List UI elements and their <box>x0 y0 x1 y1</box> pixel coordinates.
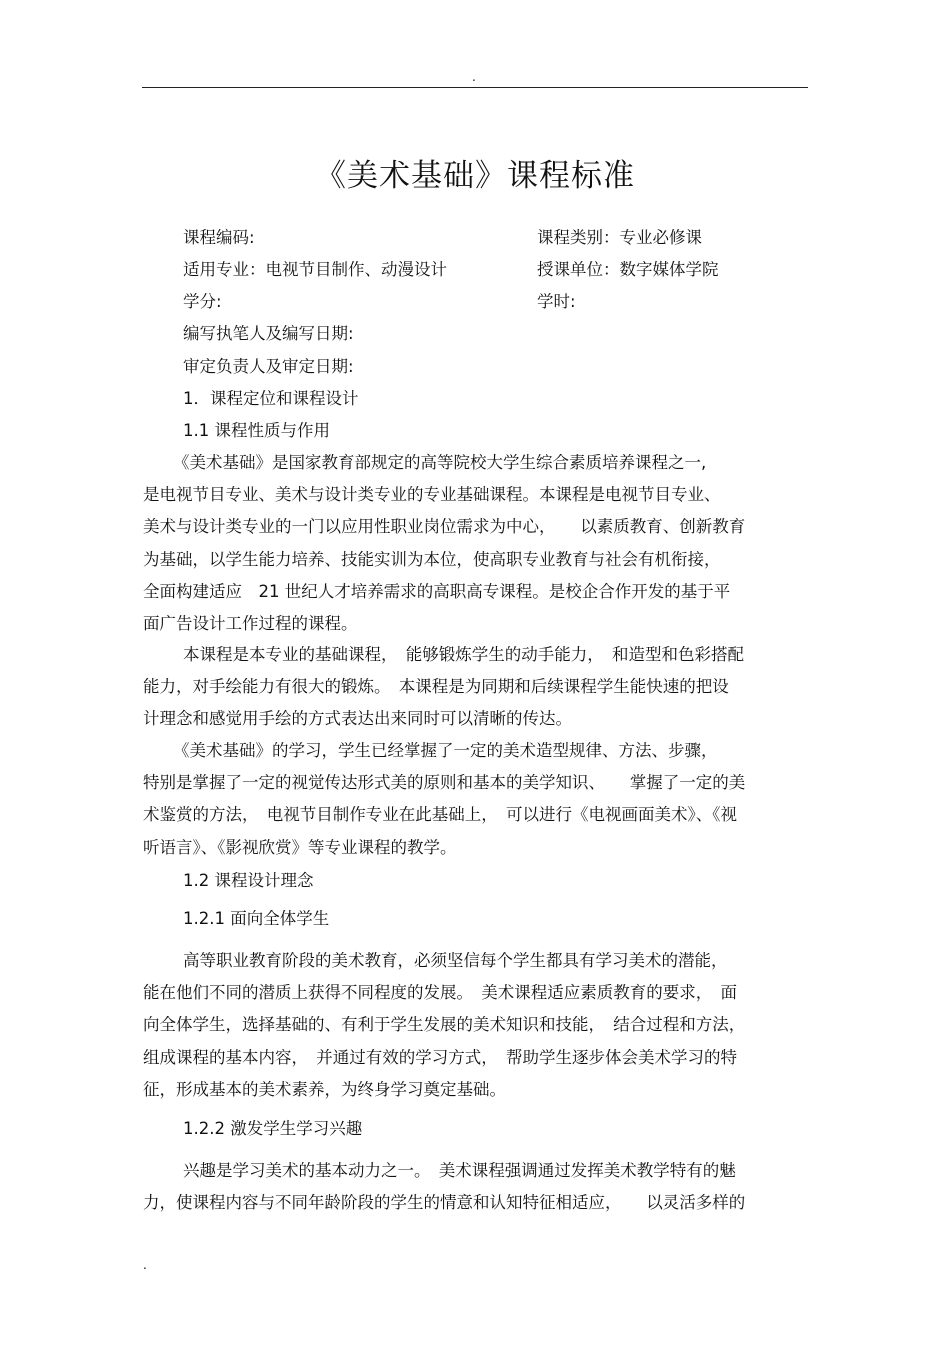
header-rule <box>142 87 808 88</box>
paragraph-learning-basis <box>143 735 808 864</box>
paragraph-line: 兴趣是学习美术的基本动力之一。 美术课程强调通过发挥美术教学特有的魅 <box>183 1161 736 1180</box>
paragraph-line: 面广告设计工作过程的课程。 <box>143 614 358 634</box>
paragraph-interest <box>143 1155 808 1219</box>
teaching-unit: 授课单位：数字媒体学院 <box>537 260 719 279</box>
paragraph-line: 本课程是本专业的基础课程， 能够锻炼学生的动手能力， 和造型和色彩搭配 <box>183 645 744 664</box>
course-code: 课程编码: <box>183 228 255 247</box>
paragraph-line: 力，使课程内容与不同年龄阶段的学生的情意和认知特征相适应， 以灵活多样的 <box>143 1193 746 1213</box>
writer-and-date: 编写执笔人及编写日期: <box>183 324 354 343</box>
paragraph-line: 美术与设计类专业的一门以应用性职业岗位需求为中心， 以素质教育、创新教育 <box>143 517 746 537</box>
paragraph-line: 为基础，以学生能力培养、技能实训为本位，使高职专业教育与社会有机衔接， <box>143 549 721 569</box>
section-1-2-1-heading: 1.2.1 面向全体学生 <box>183 909 330 928</box>
page-title: 《美术基础》课程标准 <box>315 158 635 194</box>
credits: 学分: <box>183 292 222 311</box>
paragraph-line: 全面构建适应 21 世纪人才培养需求的高职高专课程。是校企合作开发的基于平 <box>143 581 731 601</box>
paragraph-line: 组成课程的基本内容， 并通过有效的学习方式， 帮助学生逐步体会美术学习的特 <box>143 1047 737 1067</box>
section-1-2-2-heading: 1.2.2 激发学生学习兴趣 <box>183 1119 363 1138</box>
paragraph-line: 征，形成基本的美术素养，为终身学习奠定基础。 <box>143 1079 506 1099</box>
class-hours: 学时: <box>537 292 576 311</box>
paragraph-course-nature <box>143 447 808 640</box>
paragraph-line: 能在他们不同的潜质上获得不同程度的发展。 美术课程适应素质教育的要求， 面 <box>143 983 737 1003</box>
paragraph-all-students <box>143 945 808 1106</box>
paragraph-line: 向全体学生，选择基础的、有利于学生发展的美术知识和技能， 结合过程和方法， <box>143 1015 746 1035</box>
paragraph-line: 计理念和感觉用手绘的方式表达出来同时可以清晰的传达。 <box>143 709 572 729</box>
header-dot: . <box>472 70 476 84</box>
reviewer-and-date: 审定负责人及审定日期: <box>183 357 354 376</box>
paragraph-line: 是电视节目专业、美术与设计类专业的专业基础课程。本课程是电视节目专业、 <box>143 485 721 505</box>
section-1-1-heading: 1.1 课程性质与作用 <box>183 421 330 440</box>
paragraph-course-role <box>143 639 808 736</box>
section-1-heading: 1．课程定位和课程设计 <box>183 389 359 408</box>
paragraph-line: 听语言》、《影视欣赏》等专业课程的教学。 <box>143 837 457 857</box>
paragraph-line: 高等职业教育阶段的美术教育，必须坚信每个学生都具有学习美术的潜能， <box>183 951 728 970</box>
paragraph-line: 特别是掌握了一定的视觉传达形式美的原则和基本的美学知识、 掌握了一定的美 <box>143 773 746 793</box>
footer-dot: . <box>143 1258 147 1272</box>
course-category: 课程类别：专业必修课 <box>537 228 702 247</box>
paragraph-line: 术鉴赏的方法， 电视节目制作专业在此基础上， 可以进行《电视画面美术》、《视 <box>143 805 737 825</box>
paragraph-line: 《美术基础》是国家教育部规定的高等院校大学生综合素质培养课程之一, <box>173 453 707 472</box>
section-1-2-heading: 1.2 课程设计理念 <box>183 871 314 890</box>
applicable-major: 适用专业：电视节目制作、动漫设计 <box>183 260 447 279</box>
paragraph-line: 能力，对手绘能力有很大的锻炼。 本课程是为同期和后续课程学生能快速的把设 <box>143 677 729 697</box>
paragraph-line: 《美术基础》的学习，学生已经掌握了一定的美术造型规律、方法、步骤， <box>173 741 718 760</box>
